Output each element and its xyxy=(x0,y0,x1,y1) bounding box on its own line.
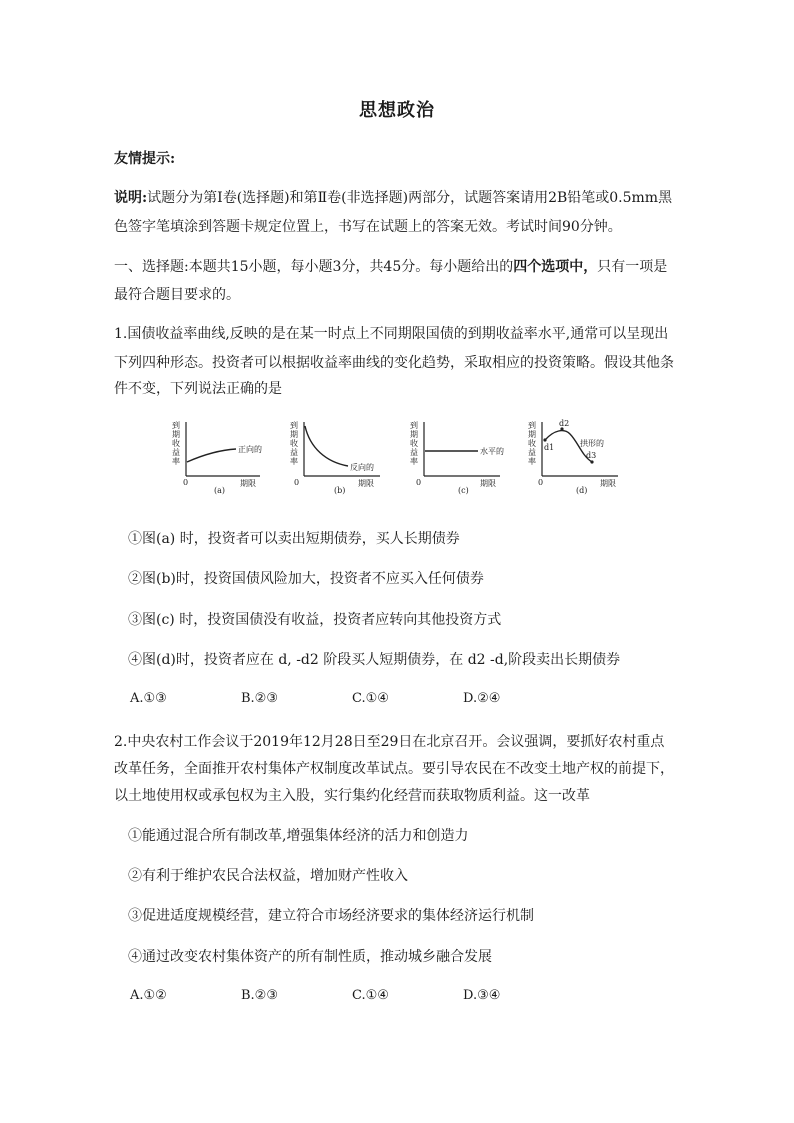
q2-choices xyxy=(130,988,574,1003)
q2-stem-line-1: 2.中央农村工作会议于2019年12月28日至29日在北京召开。会议强调，要抓好农村重点 xyxy=(114,734,665,750)
q2-option-3: ③促进适度规模经营，建立符合市场经济要求的集体经济运行机制 xyxy=(128,908,534,924)
panel-c-ylabel-4: 率 xyxy=(410,457,418,466)
panel-d-point-d3 xyxy=(590,460,593,463)
panel-c-ylabel-1: 期 xyxy=(410,430,418,439)
q2-option-1: ①能通过混合所有制改革,增强集体经济的活力和创造力 xyxy=(128,828,469,844)
panel-b-label: 反向的 xyxy=(350,463,374,472)
panel-c-label: 水平的 xyxy=(480,447,504,456)
q1-option-3: ③图(c) 时，投资国债没有收益，投资者应转向其他投资方式 xyxy=(128,612,502,628)
q2-stem-line-3: 以土地使用权或承包权为主入股，实行集约化经营而获取物质利益。这一改革 xyxy=(114,788,590,804)
panel-b-curve xyxy=(305,426,348,466)
q2-choice-b[interactable]: B.②③ xyxy=(241,988,278,1003)
q1-stem-line-3: 件不变，下列说法正确的是 xyxy=(114,381,282,397)
panel-a-xlabel: 期限 xyxy=(240,479,256,488)
q1-option-1: ①图(a) 时，投资者可以卖出短期债券，买人长期债券 xyxy=(128,531,460,547)
panel-d-ylabel-0: 到 xyxy=(528,421,536,430)
panel-a-ylabel-2: 收 xyxy=(172,439,180,448)
tips-label: 友情提示: xyxy=(114,151,176,167)
panel-a-curve xyxy=(187,449,236,462)
panel-b-origin: 0 xyxy=(294,478,300,487)
panel-d-ylabel-1: 期 xyxy=(528,430,536,439)
panel-d-xlabel: 期限 xyxy=(600,479,616,488)
panel-d xyxy=(528,419,618,495)
panel-d-caption: (d) xyxy=(576,486,588,495)
panel-c-ylabel-0: 到 xyxy=(410,421,418,430)
panel-c-xlabel: 期限 xyxy=(480,479,496,488)
panel-c-origin: 0 xyxy=(416,478,422,487)
panel-a-ylabel-3: 益 xyxy=(172,448,180,457)
panel-d-d1-label: d1 xyxy=(544,443,555,452)
panel-b-xlabel: 期限 xyxy=(358,479,374,488)
panel-b-ylabel-0: 到 xyxy=(290,421,298,430)
panel-d-d2-label: d2 xyxy=(559,419,570,428)
panel-a-origin: 0 xyxy=(183,478,189,487)
panel-a-caption: (a) xyxy=(214,486,226,495)
panel-c xyxy=(410,420,504,495)
section-heading-1a: 一、选择题:本题共15小题，每小题3分，共45分。每小题给出的 xyxy=(114,259,514,275)
panel-d-ylabel-3: 益 xyxy=(528,448,536,457)
panel-a xyxy=(172,420,262,495)
note-line-1 xyxy=(114,187,672,207)
panel-c-ylabel-3: 益 xyxy=(410,448,418,457)
panel-b-ylabel-2: 收 xyxy=(290,439,298,448)
note-line-2: 色签字笔填涂到答题卡规定位置上，书写在试题上的答案无效。考试时间90分钟。 xyxy=(114,219,622,235)
panel-d-d3-label: d3 xyxy=(586,451,597,460)
panel-b-ylabel-4: 率 xyxy=(290,457,298,466)
q1-choice-c[interactable]: C.①④ xyxy=(352,691,389,706)
section-heading-1c: 只有一项是 xyxy=(597,259,668,275)
panel-d-ylabel-2: 收 xyxy=(528,439,536,448)
panel-b-ylabel-3: 益 xyxy=(290,448,298,457)
page-title: 思想政治 xyxy=(359,100,435,121)
q1-choice-d[interactable]: D.②④ xyxy=(463,691,501,706)
q1-choice-b[interactable]: B.②③ xyxy=(241,691,278,706)
q2-option-4: ④通过改变农村集体资产的所有制性质，推动城乡融合发展 xyxy=(128,949,492,965)
panel-d-origin: 0 xyxy=(538,478,544,487)
q2-choice-a[interactable]: A.①② xyxy=(130,988,167,1003)
q1-stem-line-2: 下列四种形态。投资者可以根据收益率曲线的变化趋势，采取相应的投资策略。假设其他条 xyxy=(114,355,674,371)
q2-choice-d[interactable]: D.③④ xyxy=(463,988,501,1003)
q2-choice-c[interactable]: C.①④ xyxy=(352,988,389,1003)
q1-stem-line-1: 1.国债收益率曲线,反映的是在某一时点上不同期限国债的到期收益率水平,通常可以呈现出 xyxy=(114,326,669,342)
panel-c-caption: (c) xyxy=(458,486,469,495)
q1-option-2: ②图(b)时，投资国债风险加大，投资者不应买入任何债券 xyxy=(128,571,484,587)
q1-choices xyxy=(130,691,574,706)
panel-d-ylabel-4: 率 xyxy=(528,457,536,466)
panel-c-ylabel-2: 收 xyxy=(410,439,418,448)
q2-option-2: ②有利于维护农民合法权益，增加财产性收入 xyxy=(128,868,408,884)
q1-choice-a[interactable]: A.①③ xyxy=(130,691,167,706)
panel-b xyxy=(290,420,380,495)
panel-a-ylabel-0: 到 xyxy=(172,421,180,430)
q1-option-4: ④图(d)时，投资者应在 d, -d2 阶段买人短期债券，在 d2 -d,阶段卖出长期债券 xyxy=(128,652,621,668)
yield-curve-figure xyxy=(170,418,630,502)
section-heading-2: 最符合题目要求的。 xyxy=(114,287,240,303)
panel-d-label: 拱形的 xyxy=(580,439,604,448)
note-label: 说明: xyxy=(114,190,148,206)
note-text-1: 试题分为第Ⅰ卷(选择题)和第Ⅱ卷(非选择题)两部分，试题答案请用2B铅笔或0.5mm黑 xyxy=(147,190,673,206)
panel-a-ylabel-4: 率 xyxy=(172,457,180,466)
section-heading-1b: 四个选项中， xyxy=(513,259,598,275)
panel-a-label: 正向的 xyxy=(238,445,262,454)
panel-d-point-d1 xyxy=(543,438,546,441)
panel-b-ylabel-1: 期 xyxy=(290,430,298,439)
panel-a-ylabel-1: 期 xyxy=(172,430,180,439)
q2-stem-line-2: 改革任务，全面推开农村集体产权制度改革试点。要引导农民在不改变土地产权的前提下， xyxy=(114,761,674,777)
panel-b-caption: (b) xyxy=(334,486,346,495)
section-heading-1 xyxy=(114,256,667,276)
